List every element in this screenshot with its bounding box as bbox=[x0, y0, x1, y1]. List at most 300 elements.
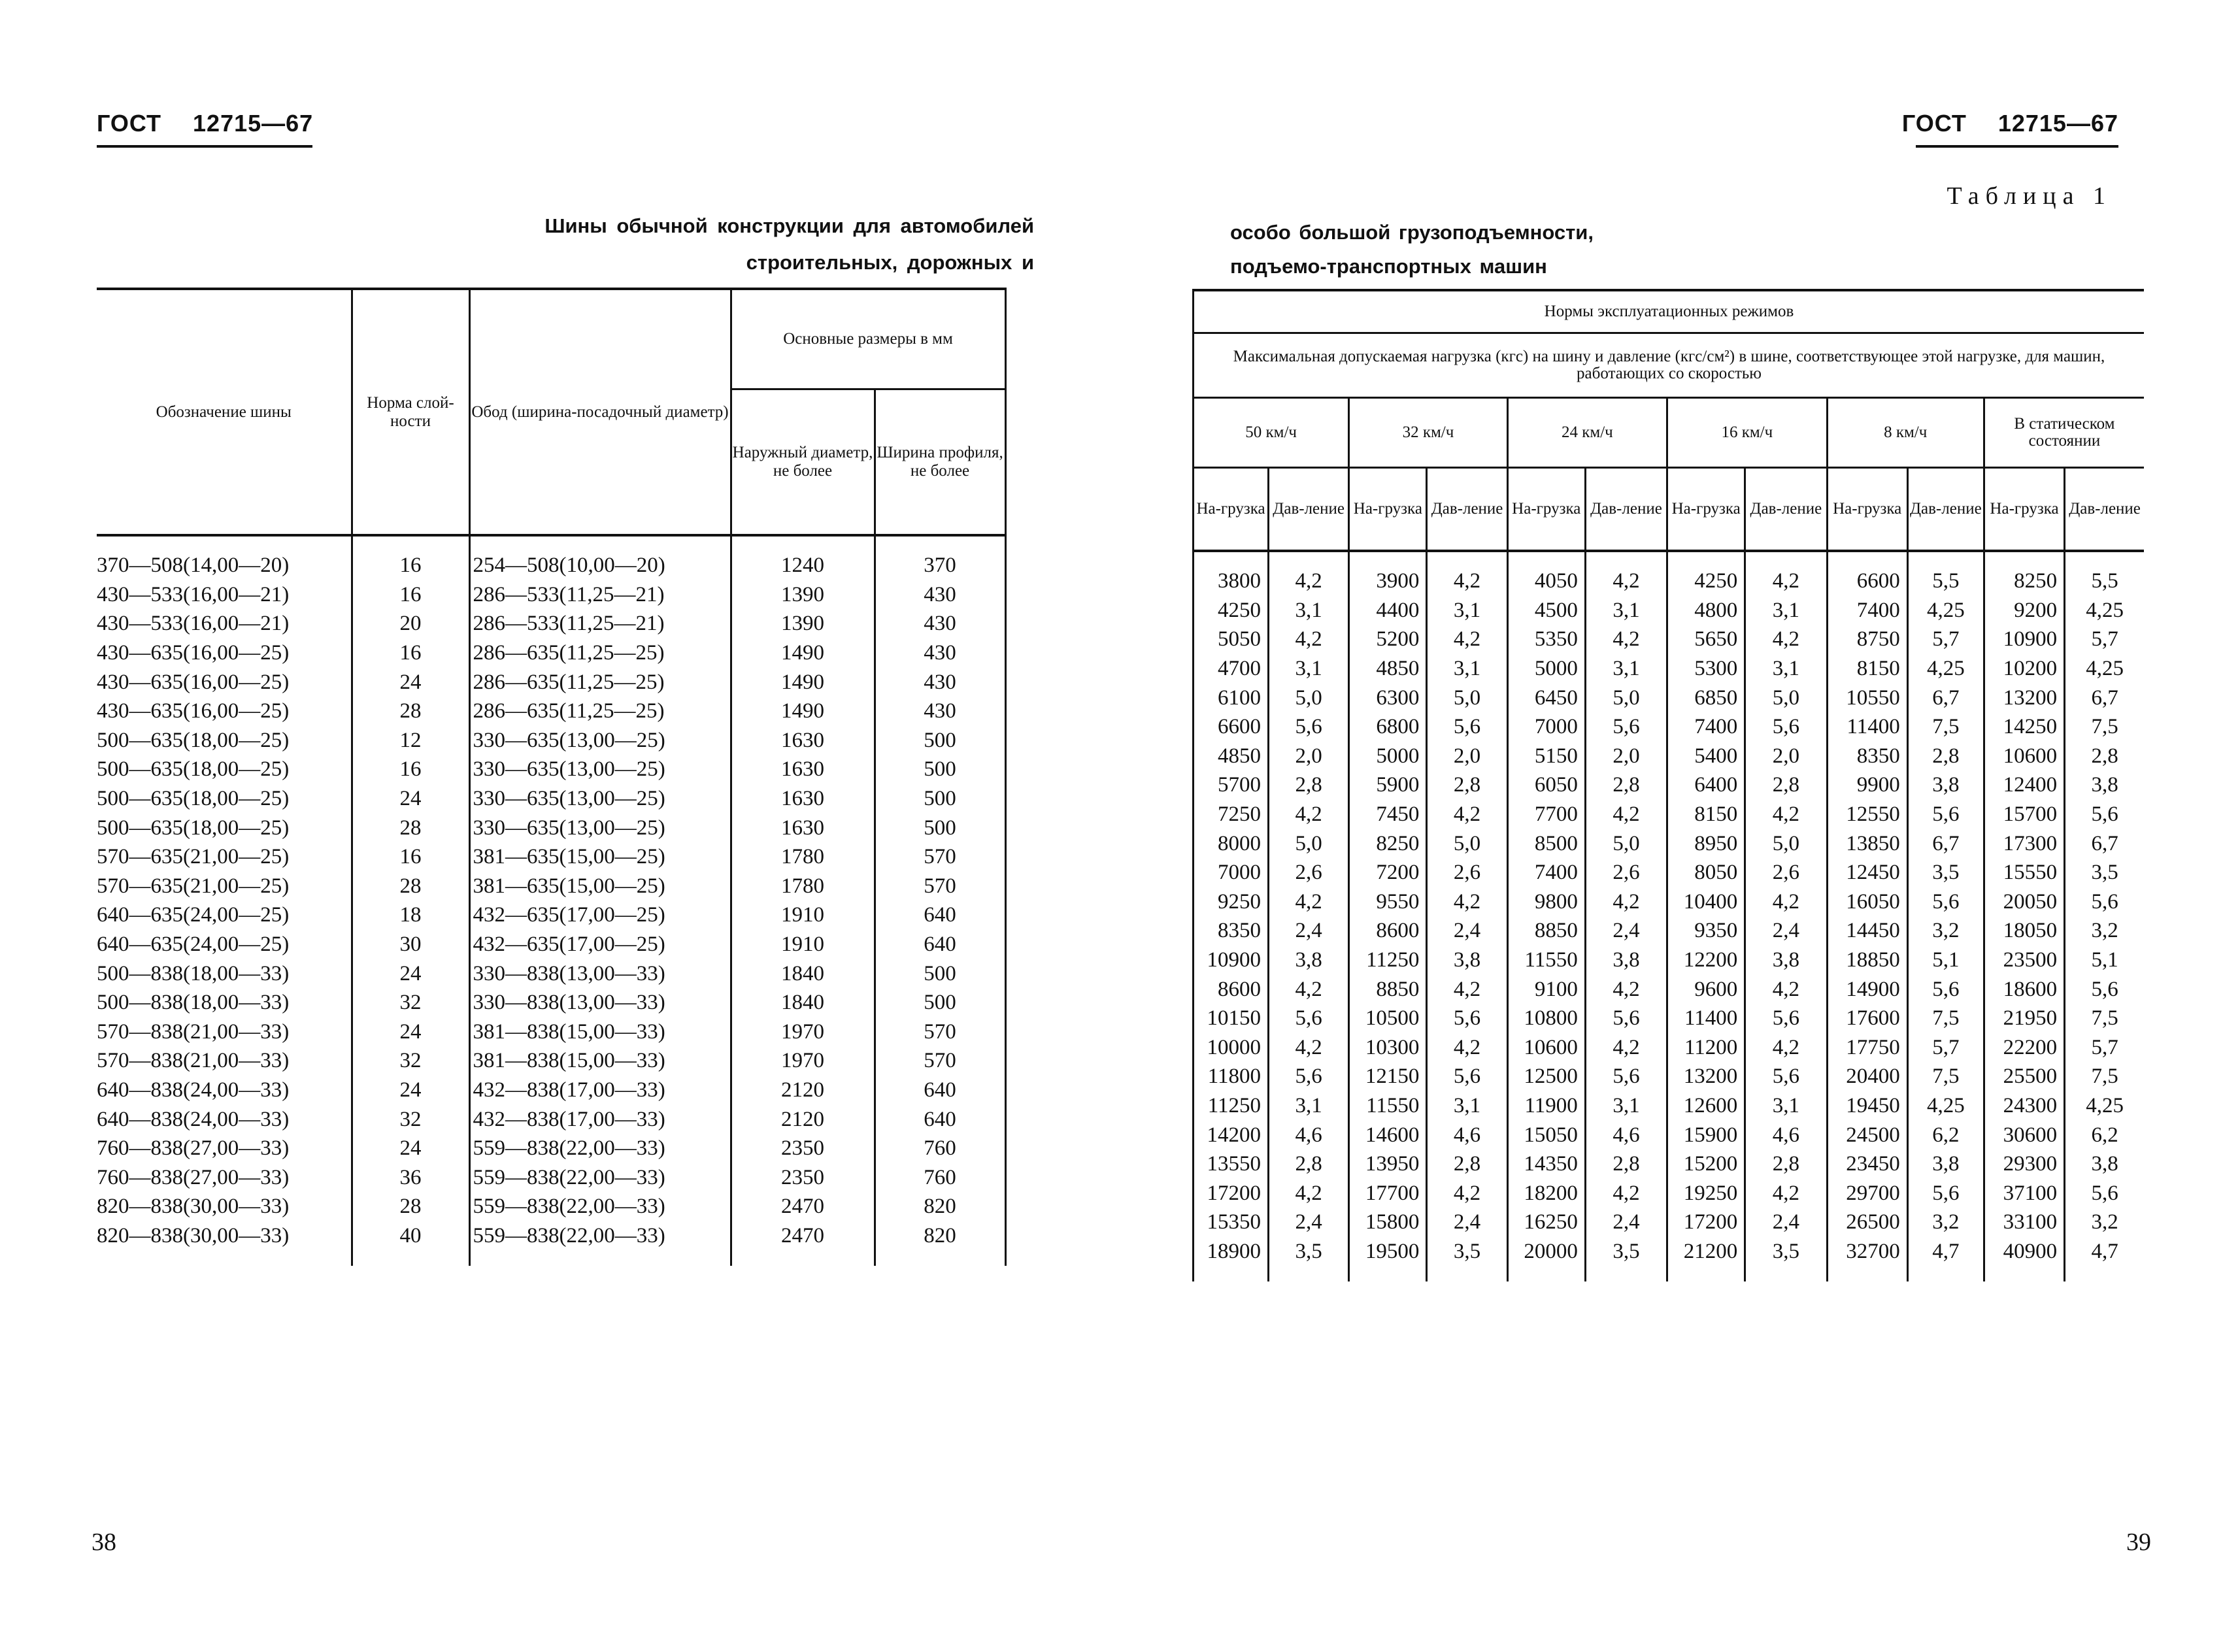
table-row bbox=[1194, 887, 2145, 917]
load-value: 15350 bbox=[1194, 1208, 1269, 1237]
table-row bbox=[1194, 974, 2145, 1004]
load-value: 9550 bbox=[1349, 887, 1427, 917]
load-value: 18050 bbox=[1984, 916, 2064, 946]
pressure-value: 3,1 bbox=[1269, 654, 1349, 684]
outer-diameter: 1490 bbox=[731, 638, 875, 668]
pressure-value: 3,8 bbox=[1269, 946, 1349, 975]
pressure-value: 5,0 bbox=[1269, 683, 1349, 712]
pressure-value: 2,6 bbox=[1745, 858, 1827, 887]
load-value: 15800 bbox=[1349, 1208, 1427, 1237]
load-value: 5050 bbox=[1194, 625, 1269, 654]
header-ply-rating: Норма слой-ности bbox=[352, 289, 469, 535]
pressure-value: 5,0 bbox=[1427, 829, 1507, 858]
table-row bbox=[97, 580, 1005, 610]
load-value: 3800 bbox=[1194, 551, 1269, 596]
load-value: 8150 bbox=[1827, 654, 1907, 684]
load-value: 11250 bbox=[1194, 1091, 1269, 1121]
profile-width: 820 bbox=[875, 1192, 1005, 1221]
table-row bbox=[97, 535, 1005, 580]
pressure-value: 4,25 bbox=[1907, 1091, 1984, 1121]
page-number-right: 39 bbox=[2126, 1528, 2151, 1556]
profile-width: 430 bbox=[875, 580, 1005, 610]
rim-size: 330—838(13,00—33) bbox=[469, 959, 731, 988]
load-value: 8050 bbox=[1667, 858, 1745, 887]
pressure-value: 2,4 bbox=[1745, 1208, 1827, 1237]
pressure-value: 4,2 bbox=[1427, 551, 1507, 596]
speed-header: 50 км/ч bbox=[1194, 398, 1349, 468]
pressure-value: 2,8 bbox=[2065, 742, 2144, 771]
pressure-subheader: Дав-ление bbox=[1269, 468, 1349, 552]
load-value: 23450 bbox=[1827, 1149, 1907, 1179]
load-value: 13850 bbox=[1827, 829, 1907, 858]
pressure-value: 4,2 bbox=[1427, 1033, 1507, 1063]
outer-diameter: 1240 bbox=[731, 535, 875, 580]
profile-width: 570 bbox=[875, 1017, 1005, 1047]
load-value: 10900 bbox=[1984, 625, 2064, 654]
running-head-right bbox=[1902, 110, 2118, 137]
pressure-value: 4,2 bbox=[1269, 1178, 1349, 1208]
rim-size: 559—838(22,00—33) bbox=[469, 1163, 731, 1192]
right-page bbox=[1111, 0, 2223, 1652]
standard-number: 12715—67 bbox=[193, 110, 314, 137]
pressure-value: 4,25 bbox=[2065, 596, 2144, 625]
ply-rating: 36 bbox=[352, 1163, 469, 1192]
load-value: 22200 bbox=[1984, 1033, 2064, 1063]
tire-designation: 430—533(16,00—21) bbox=[97, 582, 290, 606]
pressure-value: 6,7 bbox=[1907, 683, 1984, 712]
load-value: 11800 bbox=[1194, 1062, 1269, 1091]
outer-diameter: 1630 bbox=[731, 726, 875, 755]
load-value: 4850 bbox=[1194, 742, 1269, 771]
pressure-value: 5,7 bbox=[2065, 625, 2144, 654]
load-value: 7400 bbox=[1507, 858, 1585, 887]
rim-size: 432—838(17,00—33) bbox=[469, 1104, 731, 1134]
load-value: 4400 bbox=[1349, 596, 1427, 625]
outer-diameter: 1630 bbox=[731, 784, 875, 814]
load-value: 24500 bbox=[1827, 1120, 1907, 1149]
load-value: 14250 bbox=[1984, 712, 2064, 742]
table-row bbox=[97, 1192, 1005, 1221]
load-value: 8350 bbox=[1827, 742, 1907, 771]
load-value: 24300 bbox=[1984, 1091, 2064, 1121]
pressure-value: 2,6 bbox=[1427, 858, 1507, 887]
pressure-value: 2,8 bbox=[1585, 1149, 1667, 1179]
pressure-value: 5,6 bbox=[1745, 1062, 1827, 1091]
pressure-value: 3,8 bbox=[1745, 946, 1827, 975]
load-value: 12200 bbox=[1667, 946, 1745, 975]
pressure-value: 4,2 bbox=[1269, 625, 1349, 654]
profile-width: 500 bbox=[875, 755, 1005, 784]
running-head-left bbox=[97, 110, 313, 137]
load-value: 6850 bbox=[1667, 683, 1745, 712]
load-value: 7400 bbox=[1827, 596, 1907, 625]
pressure-value: 5,0 bbox=[1269, 829, 1349, 858]
table-row bbox=[1194, 712, 2145, 742]
load-value: 21950 bbox=[1984, 1004, 2064, 1033]
load-value: 6600 bbox=[1827, 551, 1907, 596]
load-value: 13200 bbox=[1667, 1062, 1745, 1091]
header-main-dimensions: Основные размеры в мм bbox=[731, 289, 1005, 389]
pressure-value: 5,7 bbox=[1907, 1033, 1984, 1063]
pressure-value: 2,4 bbox=[1269, 916, 1349, 946]
pressure-value: 5,7 bbox=[2065, 1033, 2144, 1063]
profile-width: 640 bbox=[875, 1104, 1005, 1134]
profile-width: 500 bbox=[875, 726, 1005, 755]
pressure-value: 5,6 bbox=[1427, 712, 1507, 742]
table-row bbox=[1194, 742, 2145, 771]
load-value: 8600 bbox=[1349, 916, 1427, 946]
profile-width: 500 bbox=[875, 784, 1005, 814]
header-rim: Обод (ширина-посадочный диаметр) bbox=[469, 289, 731, 535]
pressure-value: 2,4 bbox=[1427, 1208, 1507, 1237]
load-value: 10900 bbox=[1194, 946, 1269, 975]
rim-size: 432—635(17,00—25) bbox=[469, 900, 731, 930]
pressure-value: 2,8 bbox=[1427, 770, 1507, 800]
pressure-value: 2,4 bbox=[1745, 916, 1827, 946]
load-value: 11250 bbox=[1349, 946, 1427, 975]
load-value: 19250 bbox=[1667, 1178, 1745, 1208]
rim-size: 286—635(11,25—25) bbox=[469, 697, 731, 726]
rim-size: 286—635(11,25—25) bbox=[469, 638, 731, 668]
load-value: 4250 bbox=[1667, 551, 1745, 596]
load-value: 14600 bbox=[1349, 1120, 1427, 1149]
load-value: 5150 bbox=[1507, 742, 1585, 771]
header-outer-diameter: Наружный диаметр, не более bbox=[731, 389, 875, 536]
load-value: 10000 bbox=[1194, 1033, 1269, 1063]
pressure-value: 3,5 bbox=[1585, 1237, 1667, 1282]
tire-designation: 500—838(18,00—33) bbox=[97, 961, 290, 985]
load-subheader: На-грузка bbox=[1349, 468, 1427, 552]
load-value: 7700 bbox=[1507, 800, 1585, 829]
profile-width: 640 bbox=[875, 930, 1005, 959]
pressure-value: 4,2 bbox=[1745, 625, 1827, 654]
load-value: 6450 bbox=[1507, 683, 1585, 712]
table-row bbox=[1194, 1208, 2145, 1237]
pressure-value: 4,2 bbox=[1745, 1178, 1827, 1208]
pressure-value: 4,2 bbox=[1269, 1033, 1349, 1063]
pressure-value: 4,2 bbox=[1269, 800, 1349, 829]
load-value: 10550 bbox=[1827, 683, 1907, 712]
outer-diameter: 1970 bbox=[731, 1046, 875, 1076]
load-value: 17200 bbox=[1667, 1208, 1745, 1237]
load-value: 9250 bbox=[1194, 887, 1269, 917]
table-row bbox=[1194, 1091, 2145, 1121]
ply-rating: 32 bbox=[352, 988, 469, 1017]
header-rule bbox=[1916, 145, 2118, 148]
pressure-value: 2,6 bbox=[1585, 858, 1667, 887]
load-value: 3900 bbox=[1349, 551, 1427, 596]
load-value: 11400 bbox=[1827, 712, 1907, 742]
pressure-value: 5,0 bbox=[1745, 829, 1827, 858]
pressure-value: 4,2 bbox=[1585, 887, 1667, 917]
load-value: 4500 bbox=[1507, 596, 1585, 625]
load-value: 14200 bbox=[1194, 1120, 1269, 1149]
table-label: Таблица 1 bbox=[1947, 182, 2112, 210]
table-row bbox=[1194, 1120, 2145, 1149]
load-value: 5000 bbox=[1349, 742, 1427, 771]
pressure-value: 5,0 bbox=[1585, 829, 1667, 858]
profile-width: 570 bbox=[875, 1046, 1005, 1076]
pressure-value: 2,0 bbox=[1427, 742, 1507, 771]
pressure-value: 5,7 bbox=[1907, 625, 1984, 654]
load-value: 12400 bbox=[1984, 770, 2064, 800]
ply-rating: 32 bbox=[352, 1046, 469, 1076]
pressure-value: 5,5 bbox=[1907, 551, 1984, 596]
rim-size: 286—533(11,25—21) bbox=[469, 609, 731, 638]
pressure-value: 5,6 bbox=[1745, 1004, 1827, 1033]
pressure-value: 2,8 bbox=[1745, 770, 1827, 800]
rim-size: 381—838(15,00—33) bbox=[469, 1017, 731, 1047]
load-value: 7250 bbox=[1194, 800, 1269, 829]
tire-designation: 640—635(24,00—25) bbox=[97, 933, 290, 957]
load-value: 37100 bbox=[1984, 1178, 2064, 1208]
standard-label: ГОСТ bbox=[97, 110, 162, 137]
pressure-value: 5,6 bbox=[2065, 887, 2144, 917]
load-value: 25500 bbox=[1984, 1062, 2064, 1091]
pressure-value: 4,2 bbox=[1745, 800, 1827, 829]
load-value: 14450 bbox=[1827, 916, 1907, 946]
tire-designation: 570—838(21,00—33) bbox=[97, 1019, 290, 1044]
rim-size: 254—508(10,00—20) bbox=[469, 535, 731, 580]
load-value: 21200 bbox=[1667, 1237, 1745, 1282]
pressure-value: 7,5 bbox=[2065, 712, 2144, 742]
ply-rating: 28 bbox=[352, 697, 469, 726]
table-row bbox=[1194, 916, 2145, 946]
load-value: 10200 bbox=[1984, 654, 2064, 684]
table-row bbox=[97, 813, 1005, 842]
title-line-1: особо большой грузоподъемности, bbox=[1230, 221, 1594, 244]
pressure-value: 6,7 bbox=[2065, 829, 2144, 858]
pressure-value: 5,6 bbox=[1907, 974, 1984, 1004]
load-subheader: На-грузка bbox=[1827, 468, 1907, 552]
ply-rating: 16 bbox=[352, 638, 469, 668]
ply-rating: 24 bbox=[352, 1076, 469, 1105]
pressure-subheader: Дав-ление bbox=[1907, 468, 1984, 552]
pressure-value: 3,8 bbox=[1427, 946, 1507, 975]
ply-rating: 30 bbox=[352, 930, 469, 959]
pressure-value: 3,1 bbox=[1427, 654, 1507, 684]
pressure-value: 6,7 bbox=[1907, 829, 1984, 858]
table-row bbox=[97, 726, 1005, 755]
tire-designation: 760—838(27,00—33) bbox=[97, 1165, 290, 1189]
table-title-left bbox=[544, 208, 1034, 281]
load-value: 40900 bbox=[1984, 1237, 2064, 1282]
table-row bbox=[1194, 946, 2145, 975]
table-row bbox=[97, 1221, 1005, 1266]
pressure-value: 2,4 bbox=[1585, 1208, 1667, 1237]
tire-designation: 370—508(14,00—20) bbox=[97, 553, 290, 578]
pressure-value: 5,6 bbox=[1585, 1004, 1667, 1033]
pressure-value: 5,5 bbox=[2065, 551, 2144, 596]
tire-designation: 760—838(27,00—33) bbox=[97, 1136, 290, 1161]
pressure-value: 4,2 bbox=[1585, 1178, 1667, 1208]
rim-size: 559—838(22,00—33) bbox=[469, 1221, 731, 1266]
profile-width: 760 bbox=[875, 1163, 1005, 1192]
table-row bbox=[1194, 770, 2145, 800]
ply-rating: 24 bbox=[352, 1134, 469, 1163]
load-value: 11900 bbox=[1507, 1091, 1585, 1121]
pressure-value: 3,1 bbox=[1269, 1091, 1349, 1121]
table-row bbox=[97, 638, 1005, 668]
standard-label: ГОСТ bbox=[1901, 110, 1967, 137]
load-value: 7200 bbox=[1349, 858, 1427, 887]
pressure-value: 6,2 bbox=[1907, 1120, 1984, 1149]
pressure-value: 2,8 bbox=[1269, 1149, 1349, 1179]
pressure-value: 5,6 bbox=[1745, 712, 1827, 742]
load-value: 6800 bbox=[1349, 712, 1427, 742]
outer-diameter: 1630 bbox=[731, 813, 875, 842]
outer-diameter: 1780 bbox=[731, 842, 875, 872]
speed-header: 24 км/ч bbox=[1507, 398, 1667, 468]
pressure-value: 5,0 bbox=[1427, 683, 1507, 712]
header-designation: Обозначение шины bbox=[156, 403, 292, 421]
table-row bbox=[1194, 654, 2145, 684]
rim-size: 381—838(15,00—33) bbox=[469, 1046, 731, 1076]
tire-designation: 430—533(16,00—21) bbox=[97, 612, 290, 636]
pressure-value: 7,5 bbox=[1907, 1062, 1984, 1091]
tire-designation: 640—838(24,00—33) bbox=[97, 1107, 290, 1131]
pressure-value: 4,2 bbox=[1745, 887, 1827, 917]
profile-width: 640 bbox=[875, 900, 1005, 930]
pressure-value: 3,1 bbox=[1745, 654, 1827, 684]
load-value: 11200 bbox=[1667, 1033, 1745, 1063]
table-row bbox=[97, 1163, 1005, 1192]
load-value: 29700 bbox=[1827, 1178, 1907, 1208]
pressure-value: 4,2 bbox=[1269, 551, 1349, 596]
load-value: 4250 bbox=[1194, 596, 1269, 625]
pressure-value: 3,8 bbox=[2065, 770, 2144, 800]
table-row bbox=[97, 609, 1005, 638]
rim-size: 286—635(11,25—25) bbox=[469, 667, 731, 697]
load-value: 19450 bbox=[1827, 1091, 1907, 1121]
load-value: 8250 bbox=[1984, 551, 2064, 596]
ply-rating: 40 bbox=[352, 1221, 469, 1266]
rim-size: 330—635(13,00—25) bbox=[469, 726, 731, 755]
pressure-value: 4,2 bbox=[1585, 1033, 1667, 1063]
load-value: 8000 bbox=[1194, 829, 1269, 858]
profile-width: 820 bbox=[875, 1221, 1005, 1266]
load-value: 13550 bbox=[1194, 1149, 1269, 1179]
pressure-value: 3,8 bbox=[1907, 1149, 1984, 1179]
table-row bbox=[97, 1104, 1005, 1134]
outer-diameter: 1490 bbox=[731, 697, 875, 726]
outer-diameter: 1910 bbox=[731, 930, 875, 959]
rim-size: 559—838(22,00—33) bbox=[469, 1134, 731, 1163]
ply-rating: 28 bbox=[352, 872, 469, 901]
pressure-value: 5,6 bbox=[1907, 887, 1984, 917]
load-value: 17750 bbox=[1827, 1033, 1907, 1063]
speed-header: 32 км/ч bbox=[1349, 398, 1507, 468]
pressure-value: 2,8 bbox=[1427, 1149, 1507, 1179]
pressure-value: 4,7 bbox=[2065, 1237, 2144, 1282]
load-value: 5200 bbox=[1349, 625, 1427, 654]
load-value: 20050 bbox=[1984, 887, 2064, 917]
load-value: 8250 bbox=[1349, 829, 1427, 858]
load-value: 11550 bbox=[1507, 946, 1585, 975]
pressure-value: 3,1 bbox=[1427, 596, 1507, 625]
outer-diameter: 2120 bbox=[731, 1076, 875, 1105]
pressure-value: 4,2 bbox=[1745, 974, 1827, 1004]
table-row bbox=[1194, 800, 2145, 829]
load-value: 15550 bbox=[1984, 858, 2064, 887]
pressure-value: 4,2 bbox=[1585, 551, 1667, 596]
pressure-value: 3,1 bbox=[1745, 596, 1827, 625]
pressure-value: 4,2 bbox=[1427, 887, 1507, 917]
speed-header: 16 км/ч bbox=[1667, 398, 1827, 468]
pressure-value: 3,5 bbox=[1745, 1237, 1827, 1282]
pressure-value: 2,8 bbox=[1907, 742, 1984, 771]
pressure-subheader: Дав-ление bbox=[1745, 468, 1827, 552]
pressure-value: 4,2 bbox=[1585, 800, 1667, 829]
table-row bbox=[97, 697, 1005, 726]
pressure-value: 6,7 bbox=[2065, 683, 2144, 712]
rim-size: 381—635(15,00—25) bbox=[469, 872, 731, 901]
table-row bbox=[97, 784, 1005, 814]
tire-designation: 640—635(24,00—25) bbox=[97, 903, 290, 927]
pressure-value: 5,6 bbox=[1269, 1004, 1349, 1033]
pressure-value: 3,1 bbox=[1269, 596, 1349, 625]
table-row bbox=[97, 1134, 1005, 1163]
table-row bbox=[1194, 1149, 2145, 1179]
pressure-value: 2,0 bbox=[1269, 742, 1349, 771]
profile-width: 640 bbox=[875, 1076, 1005, 1105]
page-number-left: 38 bbox=[92, 1528, 116, 1556]
load-value: 13950 bbox=[1349, 1149, 1427, 1179]
load-value: 8500 bbox=[1507, 829, 1585, 858]
pressure-value: 4,2 bbox=[1427, 625, 1507, 654]
tire-designation: 500—635(18,00—25) bbox=[97, 728, 290, 752]
table-row bbox=[1194, 625, 2145, 654]
load-value: 12150 bbox=[1349, 1062, 1427, 1091]
pressure-value: 7,5 bbox=[1907, 712, 1984, 742]
pressure-value: 5,6 bbox=[2065, 800, 2144, 829]
pressure-value: 5,0 bbox=[1585, 683, 1667, 712]
outer-diameter: 2470 bbox=[731, 1221, 875, 1266]
load-value: 12500 bbox=[1507, 1062, 1585, 1091]
ply-rating: 16 bbox=[352, 580, 469, 610]
profile-width: 500 bbox=[875, 988, 1005, 1017]
load-value: 30600 bbox=[1984, 1120, 2064, 1149]
outer-diameter: 1840 bbox=[731, 959, 875, 988]
load-value: 10400 bbox=[1667, 887, 1745, 917]
load-value: 6300 bbox=[1349, 683, 1427, 712]
load-value: 14900 bbox=[1827, 974, 1907, 1004]
pressure-value: 4,2 bbox=[1427, 974, 1507, 1004]
pressure-value: 4,2 bbox=[1585, 625, 1667, 654]
load-value: 8350 bbox=[1194, 916, 1269, 946]
pressure-value: 3,8 bbox=[2065, 1149, 2144, 1179]
tire-designation: 640—838(24,00—33) bbox=[97, 1078, 290, 1102]
load-value: 15900 bbox=[1667, 1120, 1745, 1149]
load-value: 9800 bbox=[1507, 887, 1585, 917]
load-value: 12600 bbox=[1667, 1091, 1745, 1121]
pressure-value: 3,2 bbox=[2065, 916, 2144, 946]
pressure-value: 4,6 bbox=[1269, 1120, 1349, 1149]
pressure-value: 4,6 bbox=[1427, 1120, 1507, 1149]
right-table-body bbox=[1194, 551, 2145, 1281]
pressure-value: 3,1 bbox=[1745, 1091, 1827, 1121]
load-value: 9100 bbox=[1507, 974, 1585, 1004]
pressure-value: 5,6 bbox=[1427, 1004, 1507, 1033]
load-value: 32700 bbox=[1827, 1237, 1907, 1282]
load-value: 5300 bbox=[1667, 654, 1745, 684]
tire-designation: 430—635(16,00—25) bbox=[97, 641, 290, 665]
ply-rating: 18 bbox=[352, 900, 469, 930]
pressure-value: 4,7 bbox=[1907, 1237, 1984, 1282]
load-subheader: На-грузка bbox=[1984, 468, 2064, 552]
load-value: 9600 bbox=[1667, 974, 1745, 1004]
profile-width: 500 bbox=[875, 813, 1005, 842]
